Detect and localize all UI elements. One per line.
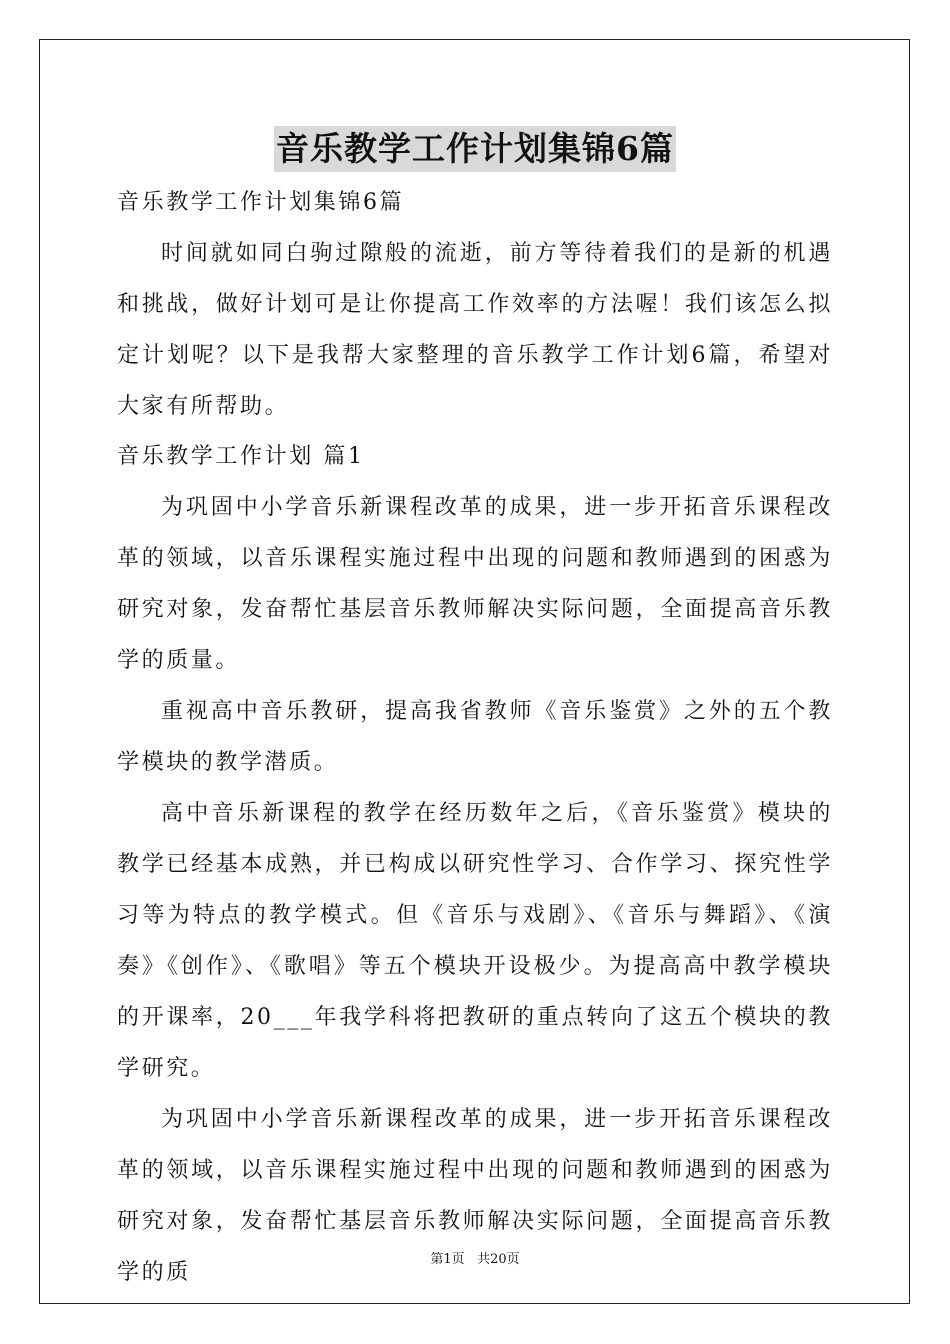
document-title: 音乐教学工作计划集锦6篇: [274, 126, 676, 172]
body-paragraph: 为巩固中小学音乐新课程改革的成果，进一步开拓音乐课程改革的领域，以音乐课程实施过程中出现的问题和教师遇到的困惑为研究对象，发奋帮忙基层音乐教师解决实际问题，全面提高音乐教学的质量。: [117, 495, 833, 673]
document-body: [117, 178, 833, 1298]
page-footer: [0, 1248, 950, 1267]
body-paragraph: 为巩固中小学音乐新课程改革的成果，进一步开拓音乐课程改革的领域，以音乐课程实施过程中出现的问题和教师遇到的困惑为研究对象，发奋帮忙基层音乐教师解决实际问题，全面提高音乐教学的质: [117, 1107, 833, 1285]
body-paragraph: 高中音乐新课程的教学在经历数年之后，《音乐鉴赏》模块的教学已经基本成熟，并已构成以研究性学习、合作学习、探究性学习等为特点的教学模式。但《音乐与戏剧》、《音乐与舞蹈》、《演奏》《创作》、《歌唱》等五个模块开设极少。为提高高中教学模块的开课率，20___年我学科将把教研的重点转向了这五个模块的教学研究。: [117, 801, 833, 1081]
section-heading: 音乐教学工作计划 篇1: [117, 444, 365, 469]
page-total: 共20页: [477, 1252, 520, 1267]
body-paragraph: 重视高中音乐教研，提高我省教师《音乐鉴赏》之外的五个教学模块的教学潜质。: [117, 699, 833, 775]
title-area: [0, 126, 950, 172]
page-number: 第1页: [430, 1252, 465, 1267]
intro-paragraph: 时间就如同白驹过隙般的流逝，前方等待着我们的是新的机遇和挑战，做好计划可是让你提高工作效率的方法喔！我们该怎么拟定计划呢？以下是我帮大家整理的音乐教学工作计划6篇，希望对大家有所帮助。: [117, 241, 833, 419]
document-subtitle: 音乐教学工作计划集锦6篇: [117, 190, 405, 215]
